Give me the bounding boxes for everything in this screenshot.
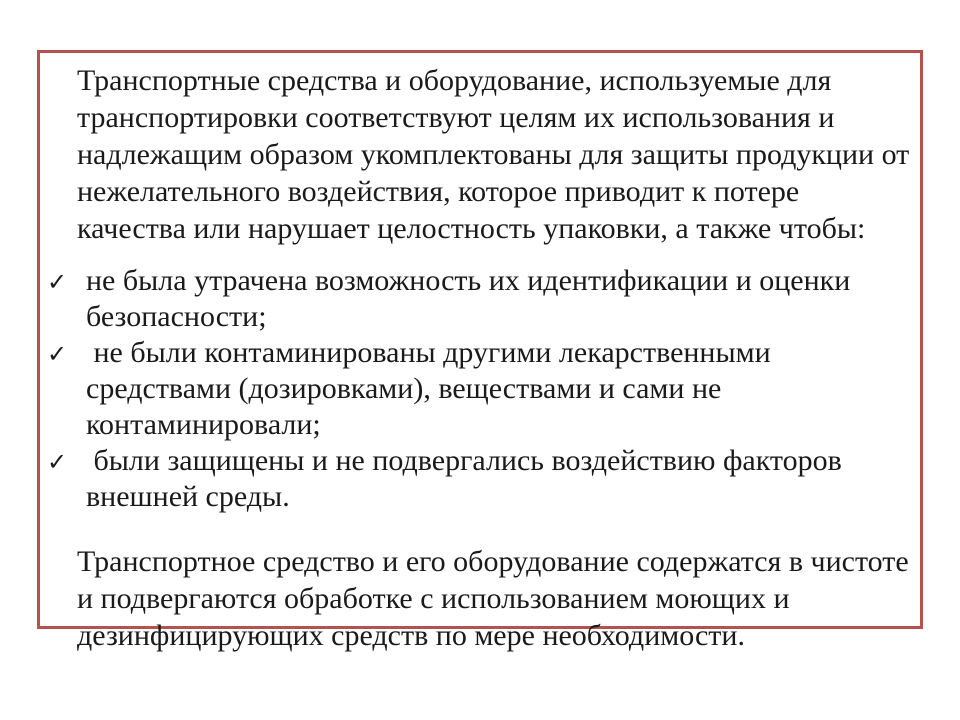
bullet-list: [47, 263, 912, 515]
bullet-text: были защищены и не подвергались воздействию факторов внешней среды.: [86, 444, 850, 513]
content-frame: [37, 50, 923, 652]
closing-paragraph: Транспортное средство и его оборудование содержатся в чистоте и подвергаются обработке с использованием моющих и дезинфицирующих средств по мере необходимости.: [77, 545, 917, 652]
checkmark-icon: ✓: [47, 268, 68, 296]
bullet-text: не была утрачена возможность их идентификации и оценки безопасности;: [86, 264, 858, 333]
list-item: [47, 443, 912, 515]
list-item: [47, 263, 912, 335]
list-item: [47, 335, 912, 443]
bullet-text: не были контаминированы другими лекарственными средствами (дозировками), веществами и сами не контаминировали;: [86, 336, 779, 441]
checkmark-icon: ✓: [47, 448, 68, 476]
intro-paragraph: Транспортные средства и оборудование, используемые для транспортировки соответствуют целям их использования и надлежащим образом укомплектованы для защиты продукции от нежелательного воздействия, которое приводит к потере качества или нарушает целостность упаковки, а также чтобы:: [77, 64, 917, 245]
checkmark-icon: ✓: [47, 340, 68, 368]
